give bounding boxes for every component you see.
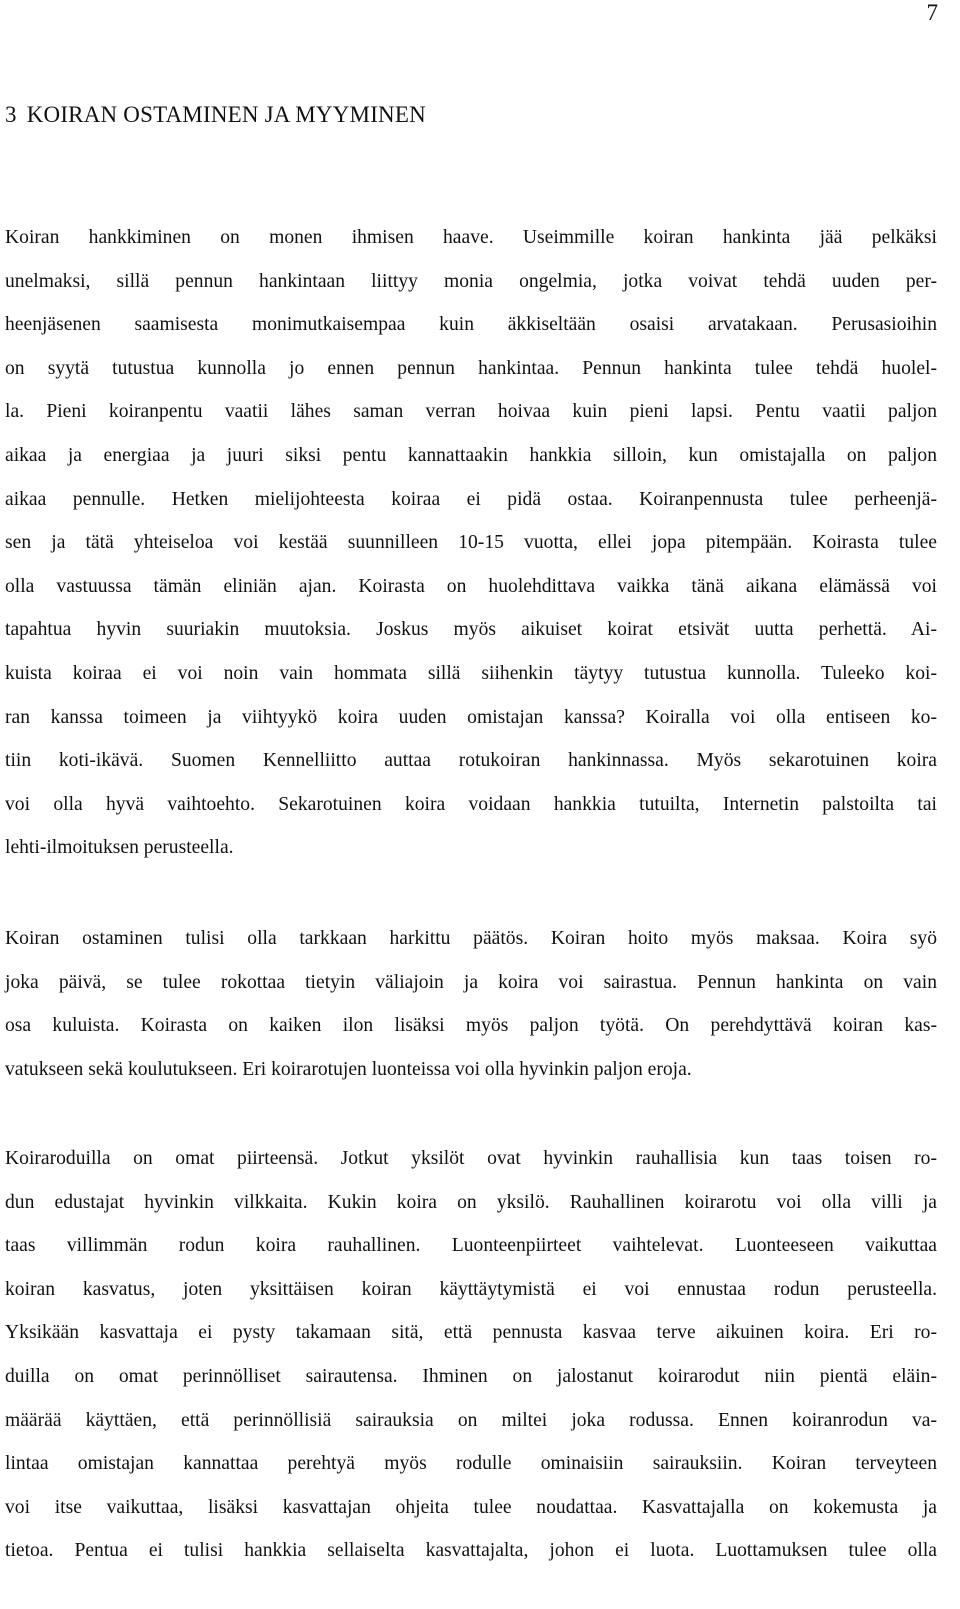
paragraph-line: lintaa omistajan kannattaa perehtyä myös rodulle ominaisiin sairauksiin. Koiran terveyteen <box>5 1453 937 1475</box>
paragraph-line: unelmaksi, sillä pennun hankintaan liittyy monia ongelmia, jotka voivat tehdä uuden per- <box>5 270 937 292</box>
paragraph-line: Koiran hankkiminen on monen ihmisen haave. Useimmille koiran hankinta jää pelkäksi <box>5 227 937 248</box>
paragraph-line: taas villimmän rodun koira rauhallinen. Luonteenpiirteet vaihtelevat. Luonteeseen vaikuttaa <box>5 1235 937 1257</box>
chapter-heading <box>5 100 426 130</box>
chapter-number: 3 <box>5 102 17 127</box>
paragraph-line: aikaa ja energiaa ja juuri siksi pentu kannattaakin hankkia silloin, kun omistajalla on paljon <box>5 444 937 466</box>
paragraph-line: aikaa pennulle. Hetken mielijohteesta koiraa ei pidä ostaa. Koiranpennusta tulee perheenjä- <box>5 488 937 510</box>
paragraph-line: dun edustajat hyvinkin vilkkaita. Kukin koira on yksilö. Rauhallinen koirarotu voi olla villi ja <box>5 1191 937 1213</box>
paragraph-line: heenjäsenen saamisesta monimutkaisempaa kuin äkkiseltään osaisi arvatakaan. Perusasioihin <box>5 314 937 336</box>
paragraph-line: voi olla hyvä vaihtoehto. Sekarotuinen koira voidaan hankkia tutuilta, Internetin palstoilta tai <box>5 793 937 815</box>
paragraph-line: duilla on omat perinnölliset sairautensa. Ihminen on jalostanut koirarodut niin pientä eläin- <box>5 1365 937 1387</box>
paragraph-line: sen ja tätä yhteiseloa voi kestää suunnilleen 10-15 vuotta, ellei jopa pitempään. Koirasta tulee <box>5 532 937 554</box>
paragraph-line: tiin koti-ikävä. Suomen Kennelliitto auttaa rotukoiran hankinnassa. Myös sekarotuinen koira <box>5 750 937 772</box>
paragraph-line: Yksikään kasvattaja ei pysty takamaan sitä, että pennusta kasvaa terve aikuinen koira. Eri ro- <box>5 1322 937 1344</box>
paragraph-line: määrää käyttäen, että perinnöllisiä sairauksia on miltei joka rodussa. Ennen koiranrodun va- <box>5 1409 937 1431</box>
paragraph-line: joka päivä, se tulee rokottaa tietyin väliajoin ja koira voi sairastua. Pennun hankinta on vain <box>5 971 937 993</box>
paragraph-line: ran kanssa toimeen ja viihtyykö koira uuden omistajan kanssa? Koiralla voi olla entiseen ko- <box>5 706 937 728</box>
paragraph-line: olla vastuussa tämän eliniän ajan. Koirasta on huolehdittava vaikka tänä aikana elämässä voi <box>5 575 937 597</box>
paragraph-line: tapahtua hyvin suuriakin muutoksia. Joskus myös aikuiset koirat etsivät uutta perhettä. Ai- <box>5 619 937 641</box>
paragraph-2 <box>5 917 937 1091</box>
paragraph-line: Koiraroduilla on omat piirteensä. Jotkut yksilöt ovat hyvinkin rauhallisia kun taas toisen ro- <box>5 1148 937 1169</box>
paragraph-line: on syytä tutustua kunnolla jo ennen pennun hankintaa. Pennun hankinta tulee tehdä huolel- <box>5 357 937 379</box>
paragraph-line: voi itse vaikuttaa, lisäksi kasvattajan ohjeita tulee noudattaa. Kasvattajalla on kokemusta ja <box>5 1496 937 1518</box>
paragraph-line: lehti-ilmoituksen perusteella. <box>5 837 234 859</box>
paragraph-line: la. Pieni koiranpentu vaatii lähes saman verran hoivaa kuin pieni lapsi. Pentu vaatii paljon <box>5 401 937 423</box>
page-number: 7 <box>926 0 938 25</box>
chapter-title: KOIRAN OSTAMINEN JA MYYMINEN <box>26 102 426 127</box>
paragraph-line: osa kuluista. Koirasta on kaiken ilon lisäksi myös paljon työtä. On perehdyttävä koiran kas- <box>5 1015 937 1037</box>
paragraph-line: tietoa. Pentua ei tulisi hankkia sellaiselta kasvattajalta, johon ei luota. Luottamuksen tulee olla <box>5 1540 937 1562</box>
paragraph-line: Koiran ostaminen tulisi olla tarkkaan harkittu päätös. Koiran hoito myös maksaa. Koira syö <box>5 928 937 949</box>
paragraph-3 <box>5 1137 937 1573</box>
paragraph-line: kuista koiraa ei voi noin vain hommata sillä siihenkin täytyy tutustua kunnolla. Tuleeko koi- <box>5 662 937 684</box>
paragraph-1 <box>5 216 937 870</box>
paragraph-line: vatukseen sekä koulutukseen. Eri koirarotujen luonteissa voi olla hyvinkin paljon eroja. <box>5 1058 692 1080</box>
paragraph-line: koiran kasvatus, joten yksittäisen koiran käyttäytymistä ei voi ennustaa rodun perusteella. <box>5 1278 937 1300</box>
